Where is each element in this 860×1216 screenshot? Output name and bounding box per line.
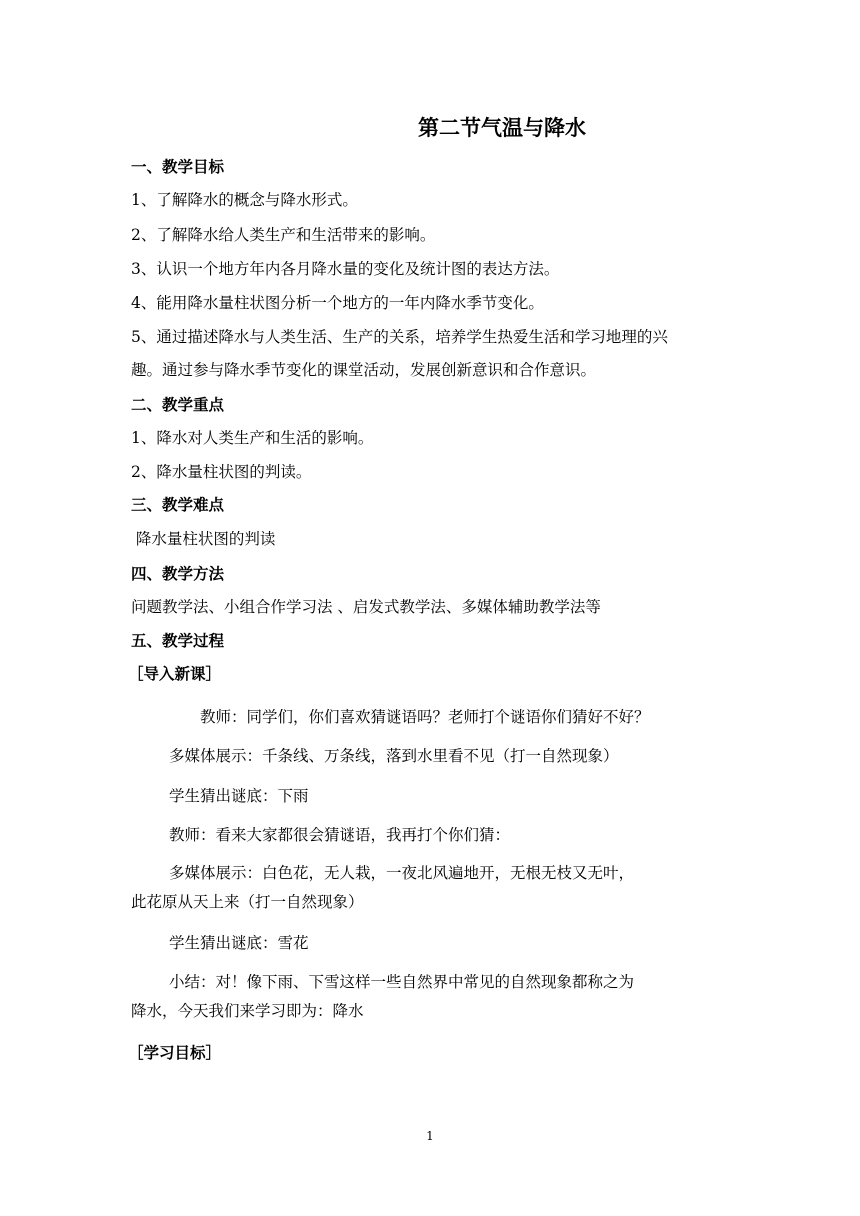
intro-paragraph: 多媒体展示：白色花，无人栽，一夜北风遍地开，无根无枝又无叶， bbox=[169, 864, 635, 882]
intro-paragraph: 教师：同学们，你们喜欢猜谜语吗？老师打个谜语你们猜好不好？ bbox=[200, 708, 650, 726]
intro-paragraph-continuation: 降水，今天我们来学习即为：降水 bbox=[131, 1002, 364, 1020]
intro-paragraph-continuation: 此花原从天上来（打一自然现象） bbox=[131, 893, 364, 911]
heading-difficult-points: 三、教学难点 bbox=[131, 496, 225, 514]
heading-intro-new-lesson: ［导入新课］ bbox=[128, 665, 222, 683]
heading-teaching-methods: 四、教学方法 bbox=[131, 565, 225, 583]
heading-teaching-goals: 一、教学目标 bbox=[131, 158, 225, 176]
goal-item: 4、能用降水量柱状图分析一个地方的一年内降水季节变化。 bbox=[131, 294, 544, 312]
goal-item: 5、通过描述降水与人类生活、生产的关系，培养学生热爱生活和学习地理的兴 bbox=[131, 328, 668, 346]
goal-item: 3、认识一个地方年内各月降水量的变化及统计图的表达方法。 bbox=[131, 260, 560, 278]
teaching-methods-text: 问题教学法、小组合作学习法 、启发式教学法、多媒体辅助教学法等 bbox=[131, 598, 601, 616]
intro-paragraph: 教师：看来大家都很会猜谜语，我再打个你们猜： bbox=[169, 826, 511, 844]
heading-learning-objectives: ［学习目标］ bbox=[128, 1044, 222, 1062]
goal-item: 2、了解降水给人类生产和生活带来的影响。 bbox=[131, 226, 436, 244]
heading-teaching-process: 五、教学过程 bbox=[131, 632, 225, 650]
key-point-item: 1、降水对人类生产和生活的影响。 bbox=[131, 429, 374, 447]
difficult-point-text: 降水量柱状图的判读 bbox=[131, 530, 276, 548]
intro-paragraph: 学生猜出谜底：下雨 bbox=[169, 787, 309, 805]
goal-item-continuation: 趣。通过参与降水季节变化的课堂活动，发展创新意识和合作意识。 bbox=[131, 361, 597, 379]
intro-paragraph: 小结：对！像下雨、下雪这样一些自然界中常见的自然现象都称之为 bbox=[169, 973, 635, 991]
goal-item: 1、了解降水的概念与降水形式。 bbox=[131, 191, 358, 209]
intro-paragraph: 多媒体展示：千条线、万条线，落到水里看不见（打一自然现象） bbox=[169, 747, 619, 765]
page-number: 1 bbox=[426, 1129, 434, 1143]
intro-paragraph: 学生猜出谜底：雪花 bbox=[169, 934, 309, 952]
key-point-item: 2、降水量柱状图的判读。 bbox=[131, 463, 312, 481]
heading-key-points: 二、教学重点 bbox=[131, 396, 225, 414]
page-title: 第二节气温与降水 bbox=[418, 116, 586, 140]
